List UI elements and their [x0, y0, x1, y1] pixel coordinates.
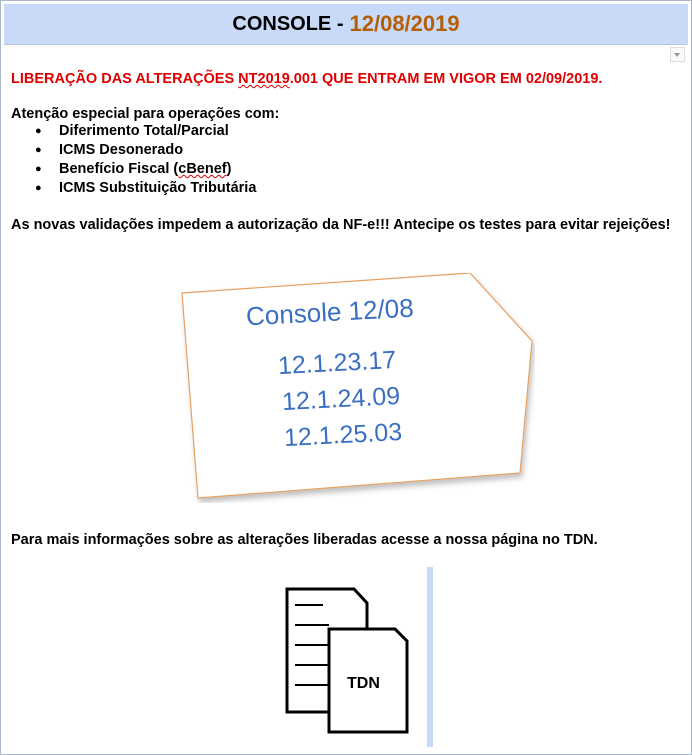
scroll-down-button[interactable] — [670, 47, 685, 62]
tdn-side-bar — [427, 567, 433, 747]
more-info-text: Para mais informações sobre as alterações liberadas acesse a nossa página no TDN. — [11, 532, 598, 548]
note-title: Console 12/08 — [245, 292, 415, 332]
tdn-label: TDN — [347, 675, 380, 692]
attention-heading: Atenção especial para operações com: — [11, 106, 280, 122]
list-item — [59, 160, 681, 179]
list-item: ● ICMS Desonerado — [59, 141, 681, 160]
console-note-image — [180, 273, 535, 503]
header-date: 12/08/2019 — [349, 11, 460, 36]
note-version: 12.1.24.09 — [281, 381, 401, 417]
validations-warning: As novas validações impedem a autorização da NF-e!!! Antecipe os testes para evitar rejeições! — [11, 217, 671, 233]
cbenef-tag: cBenef — [178, 161, 227, 177]
tdn-link[interactable] — [269, 567, 437, 747]
operations-list — [11, 122, 681, 198]
alert-prefix: LIBERAÇÃO DAS ALTERAÇÕES — [11, 71, 239, 87]
list-item: ● ICMS Substituição Tributária — [59, 179, 681, 198]
note-version: 12.1.23.17 — [277, 345, 397, 381]
note-version: 12.1.25.03 — [283, 417, 403, 453]
list-item-close: ) — [226, 161, 232, 177]
list-item: ● Diferimento Total/Parcial — [59, 122, 681, 141]
release-alert — [11, 71, 681, 87]
header-bar — [4, 4, 688, 45]
documents-icon — [269, 567, 427, 747]
alert-nt: NT2019 — [238, 71, 290, 87]
alert-suffix: .001 QUE ENTRAM EM VIGOR EM 02/09/2019. — [289, 71, 603, 87]
list-item-text: Benefício Fiscal ( — [59, 161, 179, 177]
main-content — [11, 71, 681, 233]
header-title: CONSOLE - — [232, 12, 344, 35]
